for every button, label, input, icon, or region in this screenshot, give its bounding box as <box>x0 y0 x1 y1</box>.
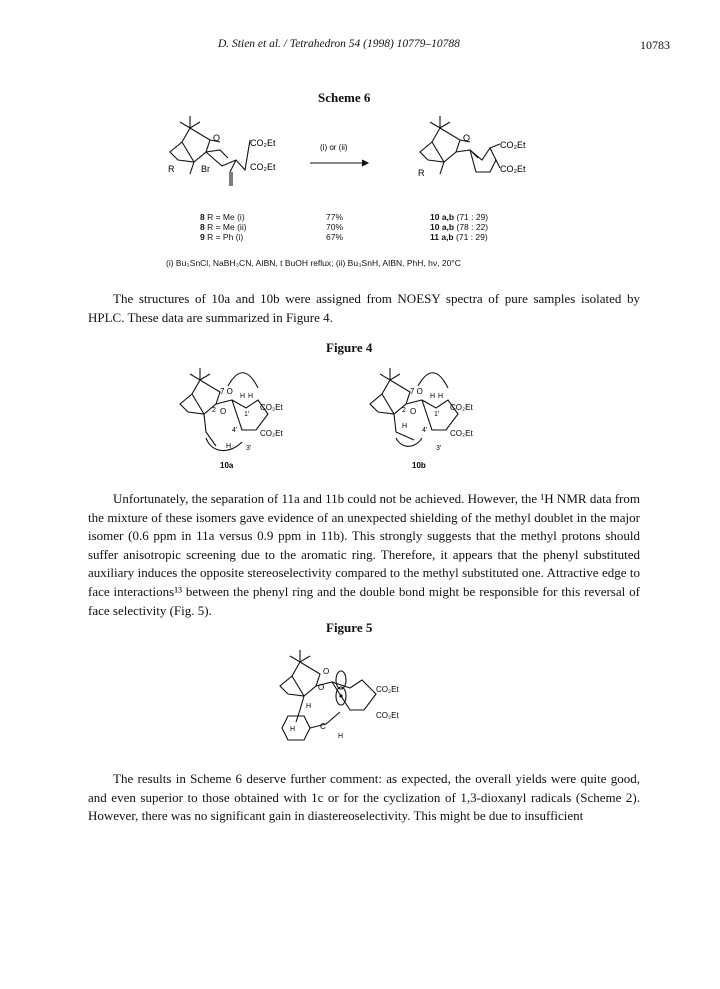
paragraph-2: Unfortunately, the separation of 11a and 11b could not be achieved. However, the ¹H NMR data from the mixture of these isomers gave evidence of an unexpected shielding of the methyl doublet in the major isomer (0.6 ppm in 11a versus 0.9 ppm in 11b). This strongly suggests that the methyl protons should suffer anisotropic screening due to the aromatic ring. Therefore, it appears that the phenyl substituted auxiliary induces the opposite stereoselectivity compared to the methyl substituted one. Attractive edge to face interactions¹³ between the phenyl ring and the double bond might be responsible for this reversal of face selectivity (Fig. 5). <box>88 491 640 618</box>
row3-yield: 67% <box>326 232 344 242</box>
10a-o7-label: 7 O <box>220 387 233 396</box>
product-co2et-top: CO₂Et <box>500 140 526 150</box>
10b-o7-label: 7 O <box>410 387 423 396</box>
10a-c2-label: 2 <box>212 407 216 414</box>
radical-dot <box>339 694 342 697</box>
row1-ratio: (71 : 29) <box>456 212 489 222</box>
row2-condition: R = Me (ii) <box>207 222 247 232</box>
reactant-structure <box>170 116 250 186</box>
reactant-o-label: O <box>213 133 221 143</box>
scheme6-footnote: (i) Bu₃SnCl, NaBH₃CN, AIBN, t BuOH reflux; (ii) Bu₃SnH, AIBN, PhH, hν, 20°C <box>166 258 461 268</box>
reagent-label: (i) or (ii) <box>320 143 348 152</box>
10b-co2et-top: CO₂Et <box>450 403 473 412</box>
10b-h2-label: H <box>438 393 444 400</box>
figure4-title: Figure 4 <box>326 340 373 355</box>
10a-h-label: H <box>226 443 232 450</box>
row2-product: 10 a,b <box>430 222 455 232</box>
10b-h1-label: H <box>430 393 436 400</box>
10b-c3p-label: 3' <box>436 445 442 452</box>
product-structure <box>420 116 500 174</box>
product-r-label: R <box>418 168 425 178</box>
10b-h-label: H <box>402 423 408 430</box>
10a-o-label: O <box>220 407 227 416</box>
fig5-h1: H <box>306 703 312 710</box>
fig5-co2et-bottom: CO₂Et <box>376 711 399 720</box>
10a-c1p-label: 1' <box>244 411 250 418</box>
page-number: 10783 <box>640 38 670 52</box>
row3-condition: R = Ph (i) <box>207 232 244 242</box>
row1-compound: 8 <box>200 212 205 222</box>
product-o-label: O <box>463 133 471 143</box>
10b-c1p-label: 1' <box>434 411 440 418</box>
row2-ratio: (78 : 22) <box>456 222 489 232</box>
fig5-o-ring: O <box>318 683 325 692</box>
row3-compound: 9 <box>200 232 205 242</box>
reaction-arrow <box>310 160 368 166</box>
reactant-co2et-top: CO₂Et <box>250 138 276 148</box>
row3-product: 11 a,b <box>430 232 454 242</box>
row3-ratio: (71 : 29) <box>456 232 488 242</box>
10a-h1-label: H <box>240 393 246 400</box>
figure4-svg <box>160 358 580 473</box>
10b-co2et-bottom: CO₂Et <box>450 429 473 438</box>
10a-c3p-label: 3' <box>246 445 252 452</box>
10a-co2et-bottom: CO₂Et <box>260 429 283 438</box>
reactant-br-label: Br <box>201 164 210 174</box>
paragraph-3: The results in Scheme 6 deserve further comment: as expected, the overall yields were quite good, and even superior to those obtained with 1c or for the cyclization of 1,3-dioxanyl radicals (Scheme 2). However, there was no significant gain in diastereoselectivity. This might be due to insufficient <box>88 771 640 824</box>
label-10a: 10a <box>220 461 234 470</box>
reactant-co2et-bottom: CO₂Et <box>250 162 276 172</box>
10b-c2-label: 2 <box>402 407 406 414</box>
fig5-co2et-top: CO₂Et <box>376 685 399 694</box>
fig5-o-top: O <box>323 667 330 676</box>
10a-h2-label: H <box>248 393 254 400</box>
row2-compound: 8 <box>200 222 205 232</box>
10a-co2et-top: CO₂Et <box>260 403 283 412</box>
row2-yield: 70% <box>326 222 344 232</box>
figure5-svg <box>240 640 480 755</box>
running-title: D. Stien et al. / Tetrahedron 54 (1998) 10779–10788 <box>218 38 460 50</box>
row1-yield: 77% <box>326 212 344 222</box>
product-co2et-bottom: CO₂Et <box>500 164 526 174</box>
label-10b: 10b <box>412 461 426 470</box>
scheme6-table <box>200 212 500 242</box>
10b-c4p-label: 4' <box>422 427 428 434</box>
scheme-title: Scheme 6 <box>318 90 371 105</box>
fig5-h2: H <box>338 733 344 740</box>
figure5-title: Figure 5 <box>326 620 373 635</box>
fig5-c: C <box>320 722 326 731</box>
paragraph-1: The structures of 10a and 10b were assigned from NOESY spectra of pure samples isolated by HPLC. These data are summarized in Figure 4. <box>88 291 640 325</box>
reactant-r-label: R <box>168 164 175 174</box>
scheme6-reaction-svg <box>150 108 570 203</box>
10b-o-label: O <box>410 407 417 416</box>
row1-product: 10 a,b <box>430 212 455 222</box>
10a-c4p-label: 4' <box>232 427 238 434</box>
row1-condition: R = Me (i) <box>207 212 245 222</box>
fig5-h-ring: H <box>290 726 296 733</box>
